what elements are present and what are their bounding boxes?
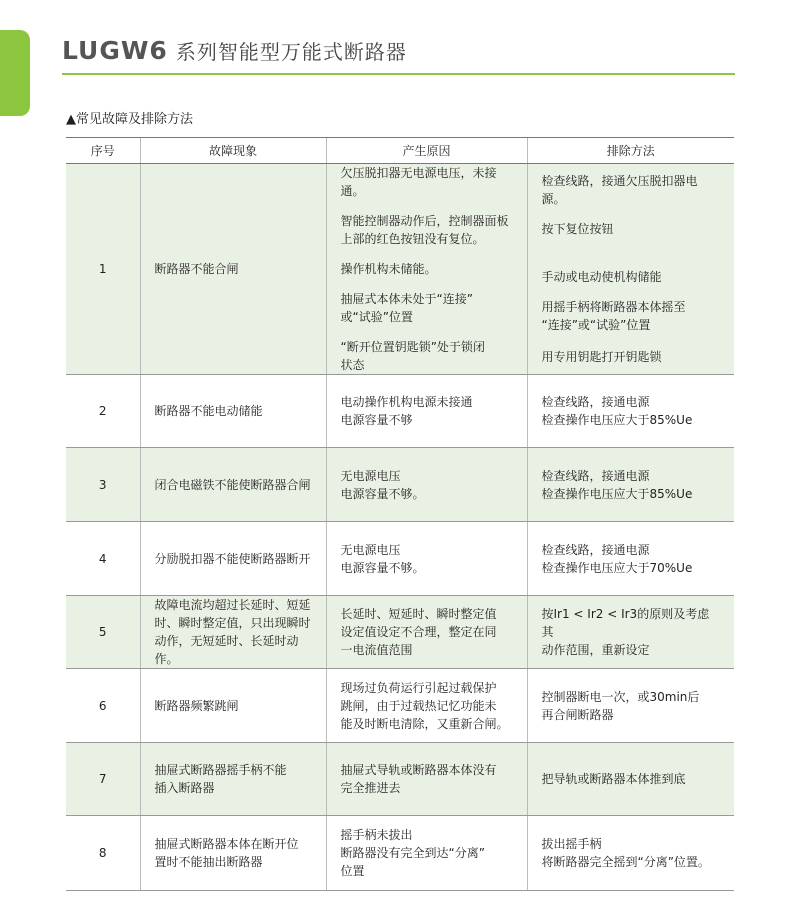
cause-text: 无电源电压 电源容量不够。	[340, 468, 425, 501]
cause-text: 欠压脱扣器无电源电压，未接通。	[340, 166, 497, 198]
cause-text: 抽屉式导轨或断路器本体没有 完全推进去	[340, 763, 497, 795]
cause-cell	[326, 596, 527, 669]
table-row	[66, 522, 734, 596]
table-row	[66, 669, 734, 743]
symptom-text: 断路器不能电动储能	[154, 404, 263, 418]
row-number: 7	[66, 743, 140, 816]
method-cell	[527, 448, 734, 522]
cause-text: 无电源电压 电源容量不够。	[340, 542, 425, 575]
cause-text: 长延时、短延时、瞬时整定值 设定值设定不合理，整定在同 一电流值范围	[340, 607, 497, 657]
section-title: ▲常见故障及排除方法	[66, 112, 193, 127]
table-row	[66, 375, 734, 448]
row-number: 2	[66, 375, 140, 448]
method-cell	[527, 816, 734, 891]
cause-text: 电动操作机构电源未接通 电源容量不够	[340, 395, 473, 427]
symptom-text: 断路器频繁跳闸	[154, 698, 239, 713]
cause-text: 智能控制器动作后，控制器面板 上部的红色按钮没有复位。	[340, 214, 509, 246]
symptom-cell	[140, 448, 326, 522]
cause-cell	[326, 375, 527, 448]
method-cell	[527, 375, 734, 448]
symptom-cell	[140, 743, 326, 816]
method-text: 把导轨或断路器本体推到底	[541, 772, 686, 786]
cause-cell	[326, 816, 527, 891]
cause-text: 现场过负荷运行引起过载保护 跳闸，由于过载热记忆功能未 能及时断电清除，又重新合闸。	[340, 680, 509, 731]
method-text: 手动或电动使机构储能	[541, 270, 662, 284]
column-header-no: 序号	[66, 138, 140, 164]
method-text: 用专用钥匙打开钥匙锁	[541, 350, 662, 364]
row-number: 3	[66, 448, 140, 522]
symptom-cell	[140, 164, 326, 375]
symptom-text: 闭合电磁铁不能使断路器合闸	[154, 477, 311, 492]
table-row	[66, 448, 734, 522]
symptom-text: 断路器不能合闸	[154, 262, 239, 276]
symptom-cell	[140, 596, 326, 669]
symptom-cell	[140, 522, 326, 596]
method-text: 按Ir1 < Ir2 < Ir3的原则及考虑其 动作范围，重新设定	[541, 607, 710, 657]
method-text: 控制器断电一次，或30min后 再合闸断路器	[541, 689, 700, 722]
cause-cell	[326, 743, 527, 816]
cause-cell	[326, 522, 527, 596]
symptom-cell	[140, 669, 326, 743]
symptom-text: 故障电流均超过长延时、短延 时、瞬时整定值，只出现瞬时 动作，无短延时、长延时动作。	[154, 598, 311, 666]
row-number: 4	[66, 522, 140, 596]
cause-cell	[326, 669, 527, 743]
method-cell	[527, 669, 734, 743]
symptom-text: 抽屉式断路器本体在断开位 置时不能抽出断路器	[154, 837, 299, 869]
table-row	[66, 743, 734, 816]
table-row	[66, 596, 734, 669]
cause-text: 操作机构未储能。	[340, 262, 437, 276]
cause-cell	[326, 164, 527, 375]
method-text: 用摇手柄将断路器本体摇至 “连接”或“试验”位置	[541, 300, 686, 332]
method-text: 检查线路，接通电源 检查操作电压应大于70%Ue	[541, 542, 693, 575]
row-number: 5	[66, 596, 140, 669]
cause-cell	[326, 448, 527, 522]
symptom-cell	[140, 375, 326, 448]
page-header	[62, 36, 407, 66]
method-text: 拔出摇手柄 将断路器完全摇到“分离”位置。	[541, 837, 710, 869]
symptom-text: 分励脱扣器不能使断路器断开	[154, 551, 311, 566]
method-cell	[527, 522, 734, 596]
table-row	[66, 816, 734, 891]
method-text: 检查线路，接通电源 检查操作电压应大于85%Ue	[541, 468, 693, 501]
row-number: 1	[66, 164, 140, 375]
method-cell	[527, 743, 734, 816]
product-name: 系列智能型万能式断路器	[175, 40, 407, 64]
green-side-tab	[0, 30, 30, 116]
row-number: 6	[66, 669, 140, 743]
method-text: 检查线路，接通电源 检查操作电压应大于85%Ue	[541, 395, 693, 427]
troubleshooting-table	[66, 137, 734, 891]
method-cell	[527, 164, 734, 375]
column-header-symptom: 故障现象	[140, 138, 326, 164]
method-text: 检查线路，接通欠压脱扣器电源。	[541, 174, 698, 206]
cause-text: “断开位置钥匙锁”处于锁闭 状态	[340, 340, 485, 372]
cause-text: 抽屉式本体未处于“连接” 或“试验”位置	[340, 292, 473, 324]
cause-text: 摇手柄未拔出 断路器没有完全到达“分离” 位置	[340, 828, 485, 878]
column-header-cause: 产生原因	[326, 138, 527, 164]
table-row	[66, 164, 734, 375]
symptom-cell	[140, 816, 326, 891]
model-name: LUGW6	[62, 36, 168, 65]
header-rule	[62, 73, 735, 75]
method-cell	[527, 596, 734, 669]
row-number: 8	[66, 816, 140, 891]
table-header-row	[66, 138, 734, 164]
method-text: 按下复位按钮	[541, 222, 614, 236]
column-header-method: 排除方法	[527, 138, 734, 164]
symptom-text: 抽屉式断路器摇手柄不能 插入断路器	[154, 763, 287, 795]
